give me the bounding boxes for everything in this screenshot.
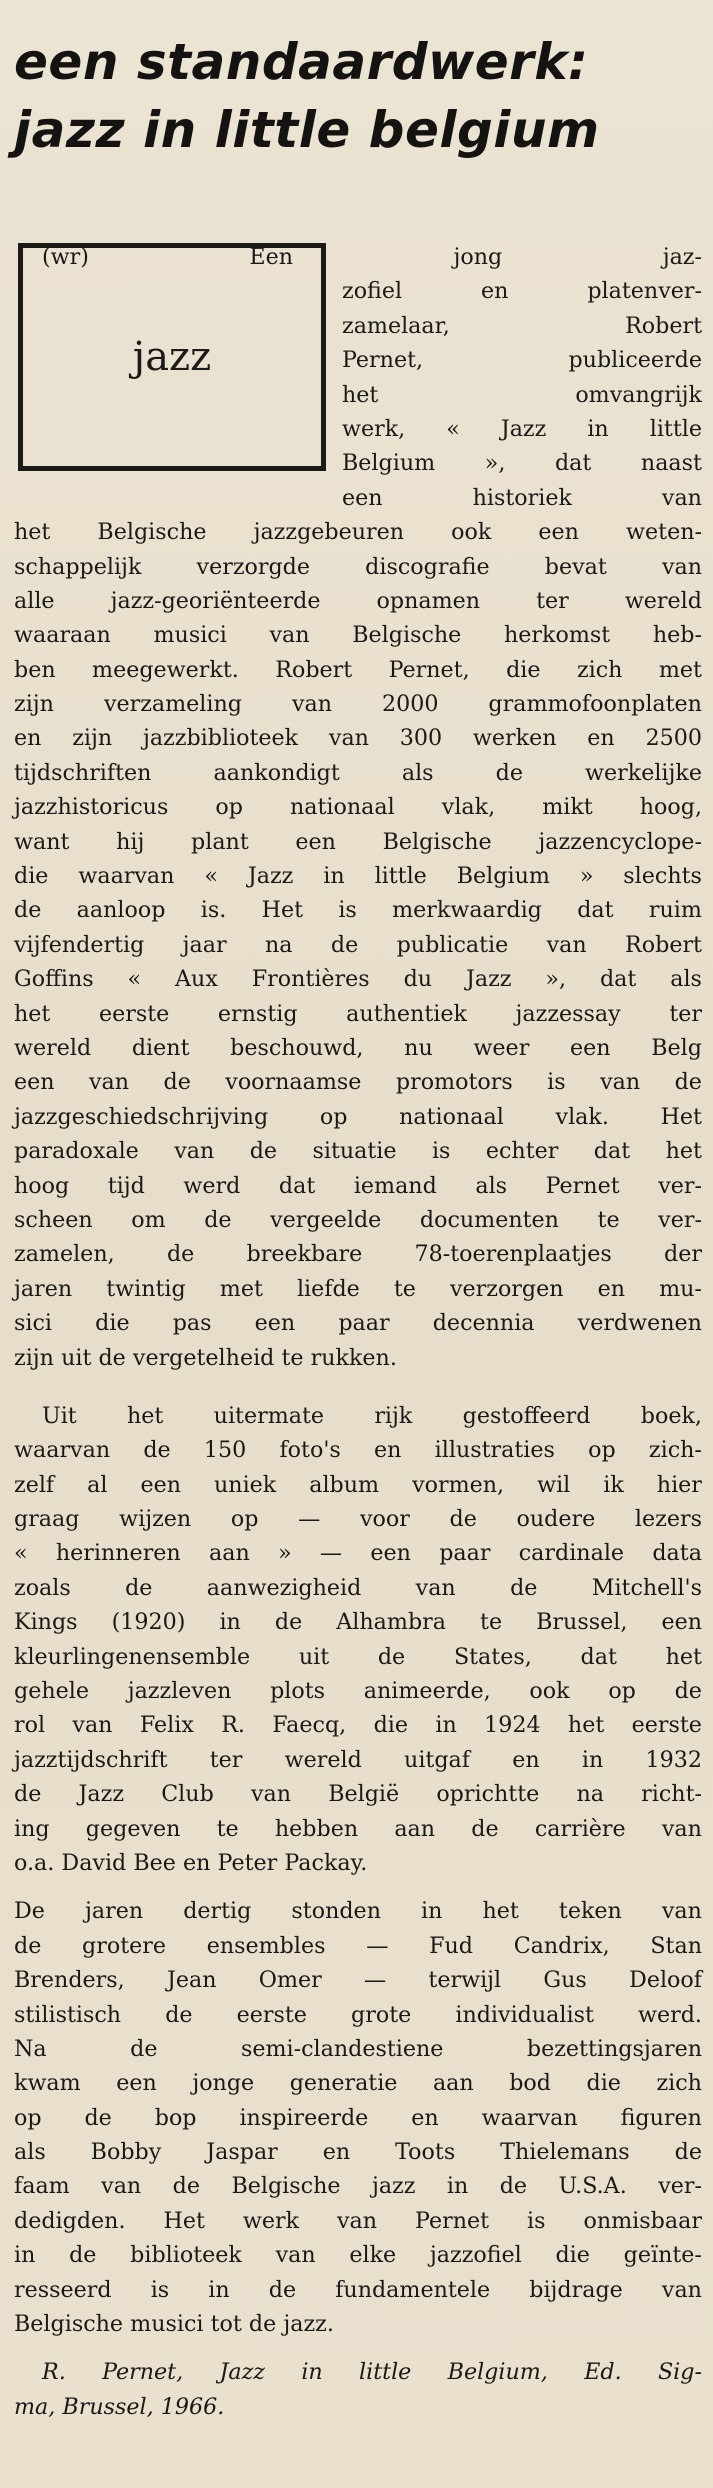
- text-line: kleurlingenensemble uit de States, dat het: [14, 1643, 702, 1670]
- text-line: zofiel en platenver-: [342, 278, 702, 305]
- text-line: (wr) Een jong jaz-: [42, 244, 702, 270]
- text-line: hoog tijd werd dat iemand als Pernet ver-: [14, 1172, 702, 1199]
- text-line: paradoxale van de situatie is echter dat het: [14, 1138, 702, 1165]
- text-line: gehele jazzleven plots animeerde, ook op de: [14, 1678, 702, 1705]
- text-line: vijfendertig jaar na de publicatie van Robert: [14, 931, 702, 958]
- headline: [14, 28, 704, 164]
- text-line: rol van Felix R. Faecq, die in 1924 het eerste: [14, 1712, 702, 1739]
- text-line: het eerste ernstig authentiek jazzessay ter: [14, 1000, 702, 1027]
- headline-line-2: jazz in little belgium: [14, 101, 600, 159]
- text-line: stilistisch de eerste grote individualist werd.: [14, 2001, 702, 2028]
- paragraph-history: [14, 1894, 702, 2341]
- text-line: want hij plant een Belgische jazzencyclope-: [14, 828, 702, 855]
- text-line: Belgische musici tot de jazz.: [14, 2311, 334, 2338]
- text-line: de Jazz Club van België oprichtte na richt-: [14, 1781, 702, 1808]
- text-line: Belgium », dat naast: [342, 450, 702, 477]
- text-line: een van de voornaamse promotors is van de: [14, 1069, 702, 1096]
- text-line: Na de semi-clandestiene bezettingsjaren: [14, 2035, 702, 2062]
- paragraph-book: [14, 1399, 702, 1880]
- credit-line: R. Pernet, Jazz in little Belgium, Ed. Sig-: [42, 2359, 702, 2386]
- text-line: De jaren dertig stonden in het teken van: [14, 1898, 702, 1925]
- article-body: [14, 240, 702, 2424]
- text-line: ing gegeven te hebben aan de carrière van: [14, 1815, 702, 1842]
- text-line: werk, « Jazz in little: [342, 415, 702, 442]
- paragraph-gap: [14, 2341, 702, 2355]
- text-line: zamelen, de breekbare 78-toerenplaatjes der: [14, 1241, 702, 1268]
- text-line: « herinneren aan » — een paar cardinale data: [14, 1540, 702, 1567]
- text-line: wereld dient beschouwd, nu weer een Belg: [14, 1034, 702, 1061]
- text-line: Pernet, publiceerde: [342, 347, 702, 374]
- text-line: een historiek van: [342, 484, 702, 511]
- text-line: graag wijzen op — voor de oudere lezers: [14, 1506, 702, 1533]
- text-line: o.a. David Bee en Peter Packay.: [14, 1849, 368, 1876]
- credit-line: ma, Brussel, 1966.: [14, 2393, 225, 2420]
- text-line: en zijn jazzbiblioteek van 300 werken en 2500: [14, 725, 702, 752]
- text-line: de grotere ensembles — Fud Candrix, Stan: [14, 1932, 702, 1959]
- text-line: Uit het uitermate rijk gestoffeerd boek,: [42, 1402, 702, 1429]
- text-line: jazzgeschiedschrijving op nationaal vlak. Het: [14, 1103, 702, 1130]
- text-line: het omvangrijk: [342, 381, 702, 408]
- text-line: Brenders, Jean Omer — terwijl Gus Deloof: [14, 1967, 702, 1994]
- book-credit: [14, 2355, 702, 2424]
- text-line: tijdschriften aankondigt als de werkelijke: [14, 759, 702, 786]
- rubric-label: jazz: [132, 334, 212, 380]
- text-line: als Bobby Jaspar en Toots Thielemans de: [14, 2139, 702, 2166]
- text-line: zijn verzameling van 2000 grammofoonplaten: [14, 691, 702, 718]
- paragraph-gap: [14, 1880, 702, 1894]
- text-line: ben meegewerkt. Robert Pernet, die zich met: [14, 656, 702, 683]
- text-line: waaraan musici van Belgische herkomst heb-: [14, 622, 702, 649]
- text-line: zamelaar, Robert: [342, 312, 702, 339]
- text-line: het Belgische jazzgebeuren ook een weten-: [14, 519, 702, 546]
- text-line: de aanloop is. Het is merkwaardig dat ruim: [14, 897, 702, 924]
- text-line: die waarvan « Jazz in little Belgium » slechts: [14, 863, 702, 890]
- text-line: op de bop inspireerde en waarvan figuren: [14, 2104, 702, 2131]
- text-line: alle jazz-georiënteerde opnamen ter wereld: [14, 587, 702, 614]
- text-line: zoals de aanwezigheid van de Mitchell's: [14, 1574, 702, 1601]
- text-line: zijn uit de vergetelheid te rukken.: [14, 1344, 397, 1371]
- text-line: schappelijk verzorgde discografie bevat van: [14, 553, 702, 580]
- text-line: Goffins « Aux Frontières du Jazz », dat als: [14, 966, 702, 993]
- text-line: kwam een jonge generatie aan bod die zich: [14, 2070, 702, 2097]
- headline-line-1: een standaardwerk:: [14, 33, 589, 91]
- text-line: resseerd is in de fundamentele bijdrage van: [14, 2276, 702, 2303]
- text-line: Kings (1920) in de Alhambra te Brussel, een: [14, 1609, 702, 1636]
- text-line: sici die pas een paar decennia verdwenen: [14, 1310, 702, 1337]
- text-line: zelf al een uniek album vormen, wil ik hier: [14, 1471, 702, 1498]
- text-line: faam van de Belgische jazz in de U.S.A. ver-: [14, 2173, 702, 2200]
- text-line: dedigden. Het werk van Pernet is onmisbaar: [14, 2207, 702, 2234]
- text-line: waarvan de 150 foto's en illustraties op zich-: [14, 1437, 702, 1464]
- text-line: in de biblioteek van elke jazzofiel die geïnte-: [14, 2242, 702, 2269]
- paragraph-intro: [14, 240, 702, 1375]
- text-line: jazzhistoricus op nationaal vlak, mikt hoog,: [14, 794, 702, 821]
- paragraph-gap: [14, 1375, 702, 1399]
- text-line: scheen om de vergeelde documenten te ver-: [14, 1206, 702, 1233]
- text-line: jaren twintig met liefde te verzorgen en mu-: [14, 1275, 702, 1302]
- text-line: jazztijdschrift ter wereld uitgaf en in 1932: [14, 1746, 702, 1773]
